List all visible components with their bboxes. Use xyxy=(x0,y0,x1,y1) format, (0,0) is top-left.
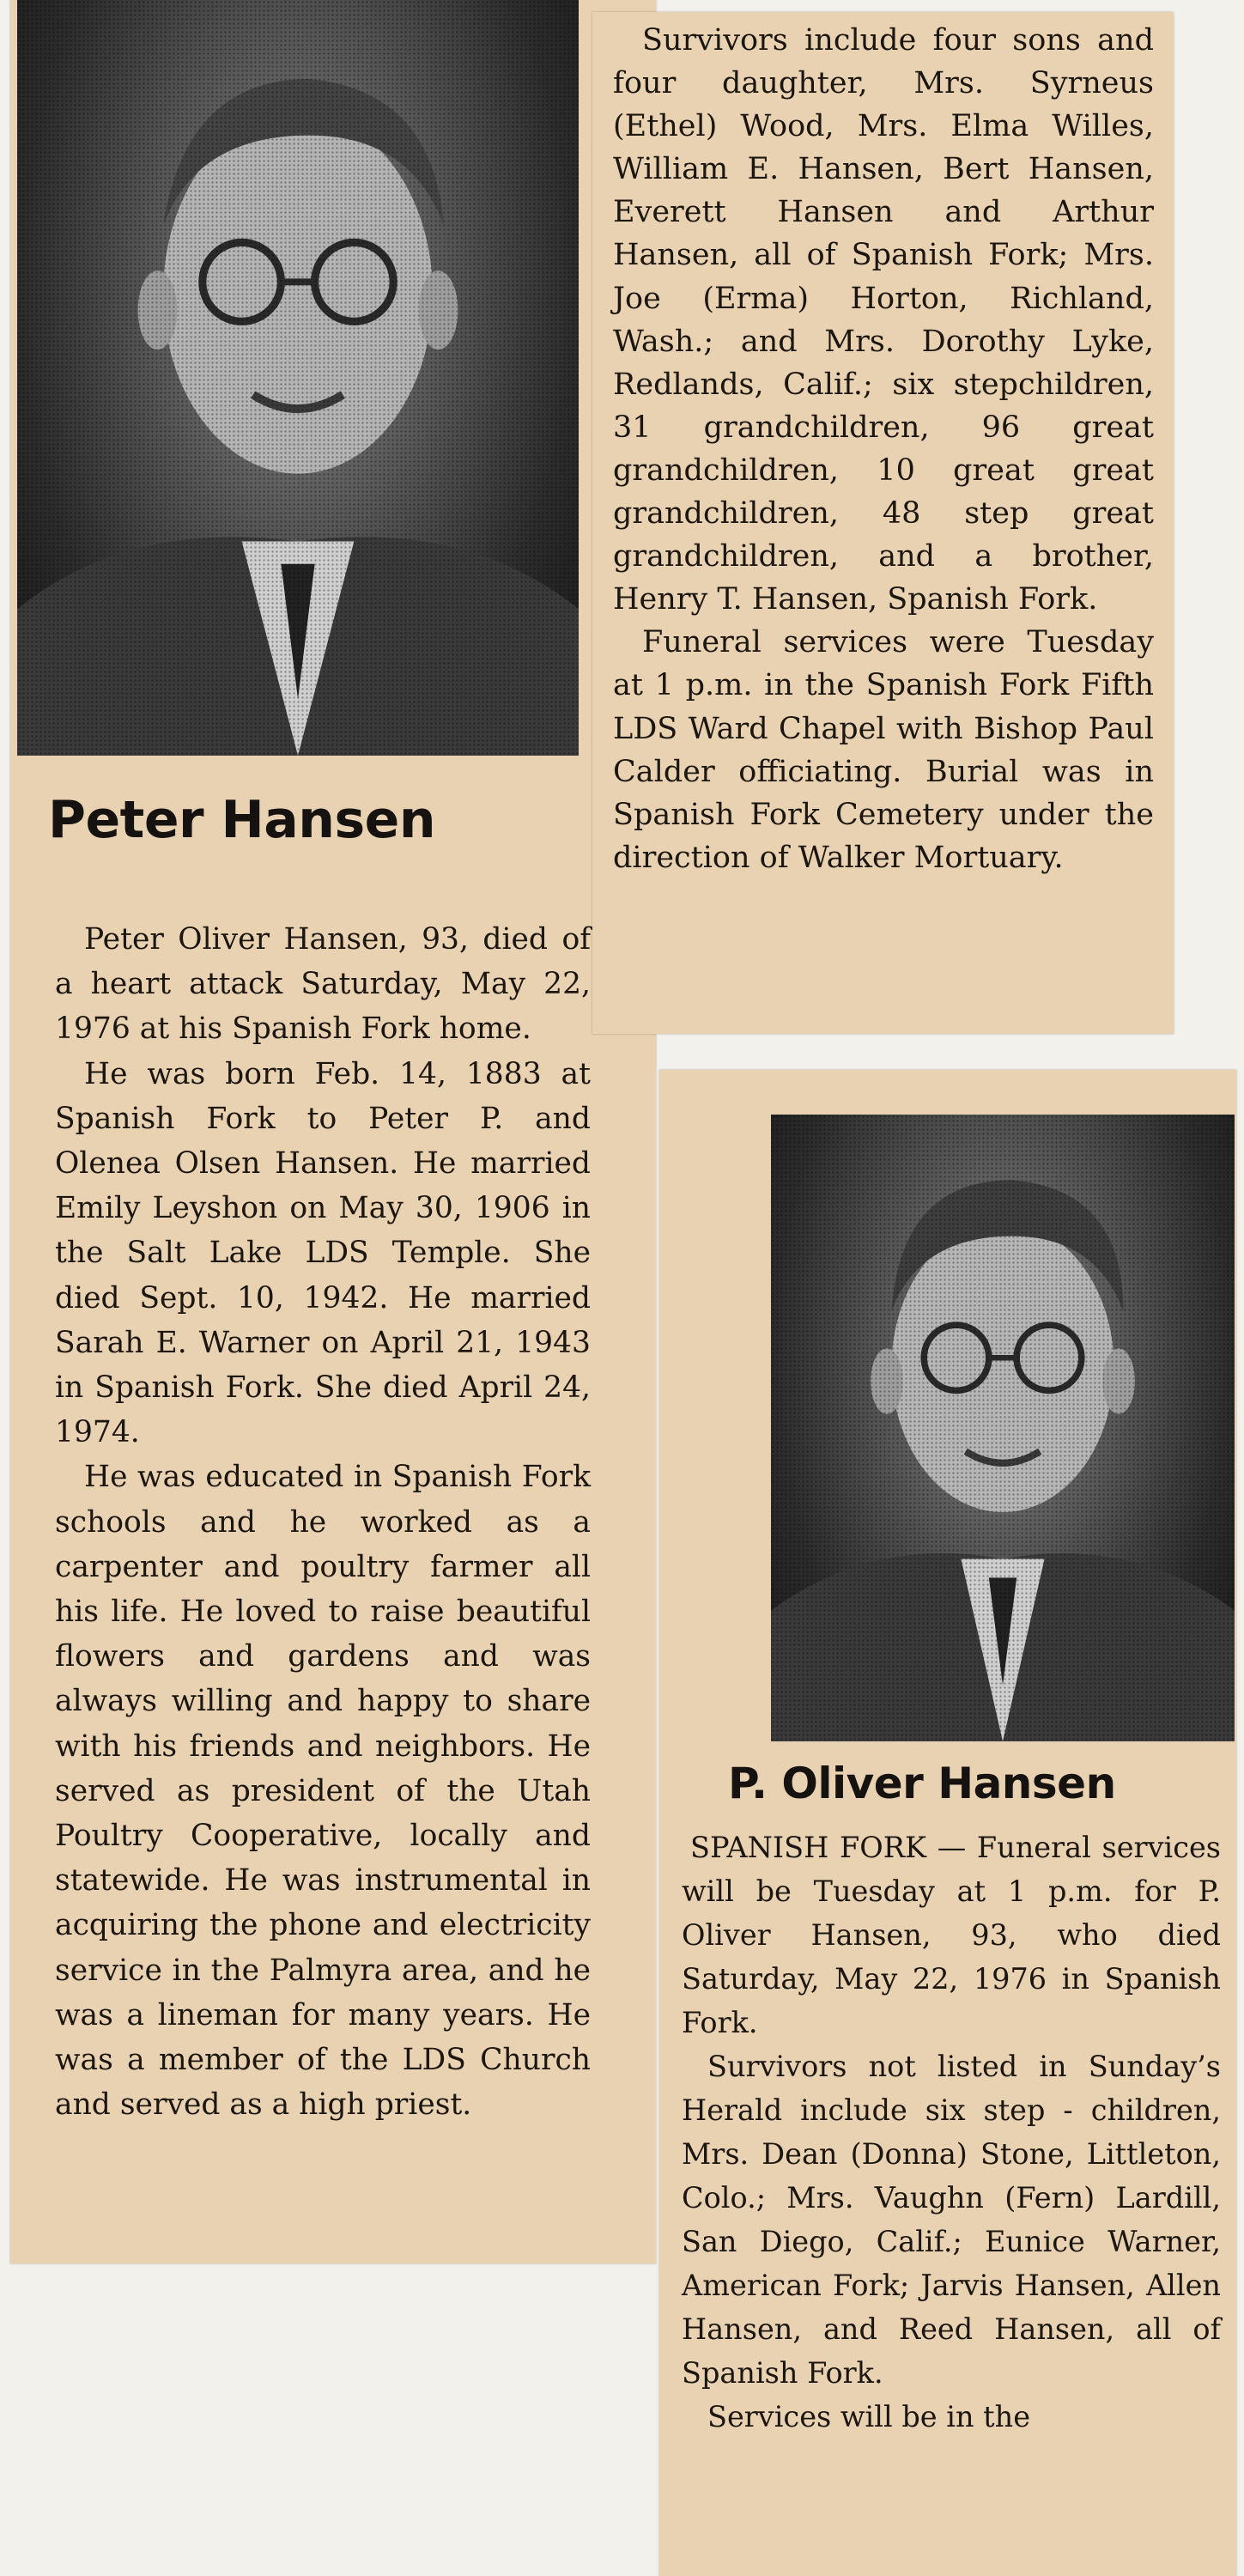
article-paragraph: SPANISH FORK — Funeral services will be Tuesday at 1 p.m. for P. Oliver Hansen, 93, who died Saturday, May 22, 1976 in Spanish Fork. xyxy=(682,1831,1221,2039)
article-paragraph: He was born Feb. 14, 1883 at Spanish Fork to Peter P. and Olenea Olsen Hansen. He married Emily Leyshon on May 30, 1906 in the Salt Lake LDS Temple. She died Sept. 10, 1942. He married Sarah E. Warner on April 21, 1943 in Spanish Fork. She died April 24, 1974. xyxy=(55,1056,591,1450)
article-column xyxy=(613,19,1154,879)
article-paragraph: Services will be in the xyxy=(707,2400,1031,2433)
article-paragraph: Peter Oliver Hansen, 93, died of a heart attack Saturday, May 22, 1976 at his Spanish Fork home. xyxy=(55,922,591,1047)
portrait-photo-icon xyxy=(771,1115,1235,1741)
headline: P. Oliver Hansen xyxy=(728,1759,1116,1808)
obituary-clipping-peter-hansen xyxy=(10,0,656,2263)
article-paragraph: Survivors include four sons and four daughter, Mrs. Syrneus (Ethel) Wood, Mrs. Elma Willes, William E. Hansen, Bert Hansen, Everett Hansen and Arthur Hansen, all of Spanish Fork; Mrs. Joe (Erma) Horton, Richland, Wash.; and Mrs. Dorothy Lyke, Redlands, Calif.; six stepchildren, 31 grandchildren, 96 great grandchildren, 10 great great grandchildren, 48 step great grandchildren, and a brother, Henry T. Hansen, Spanish Fork. xyxy=(613,23,1154,617)
obituary-clipping-continued xyxy=(592,12,1174,1034)
headline: Peter Hansen xyxy=(48,790,436,850)
article-paragraph: Funeral services were Tuesday at 1 p.m. in the Spanish Fork Fifth LDS Ward Chapel with Bishop Paul Calder officiating. Burial was in Spanish Fork Cemetery under the direction of Walker Mortuary. xyxy=(613,625,1154,875)
article-paragraph: Survivors not listed in Sunday’s Herald include six step - children, Mrs. Dean (Donna) Stone, Littleton, Colo.; Mrs. Vaughn (Fern) Lardill, San Diego, Calif.; Eunice Warner, American Fork; Jarvis Hansen, Allen Hansen, and Reed Hansen, all of Spanish Fork. xyxy=(682,2050,1221,2390)
article-column xyxy=(55,917,591,2127)
article-column xyxy=(682,1826,1221,2439)
obituary-clipping-p-oliver-hansen xyxy=(659,1070,1236,2576)
article-paragraph: He was educated in Spanish Fork schools and he worked as a carpenter and poultry farmer all his life. He loved to raise beautiful flowers and gardens and was always willing and happy to share with his friends and neighbors. He served as president of the Utah Poultry Cooperative, locally and statewide. He was instrumental in acquiring the phone and electricity service in the Palmyra area, and he was a lineman for many years. He was a member of the LDS Church and served as a high priest. xyxy=(55,1460,591,2123)
portrait-photo-icon xyxy=(17,0,579,756)
